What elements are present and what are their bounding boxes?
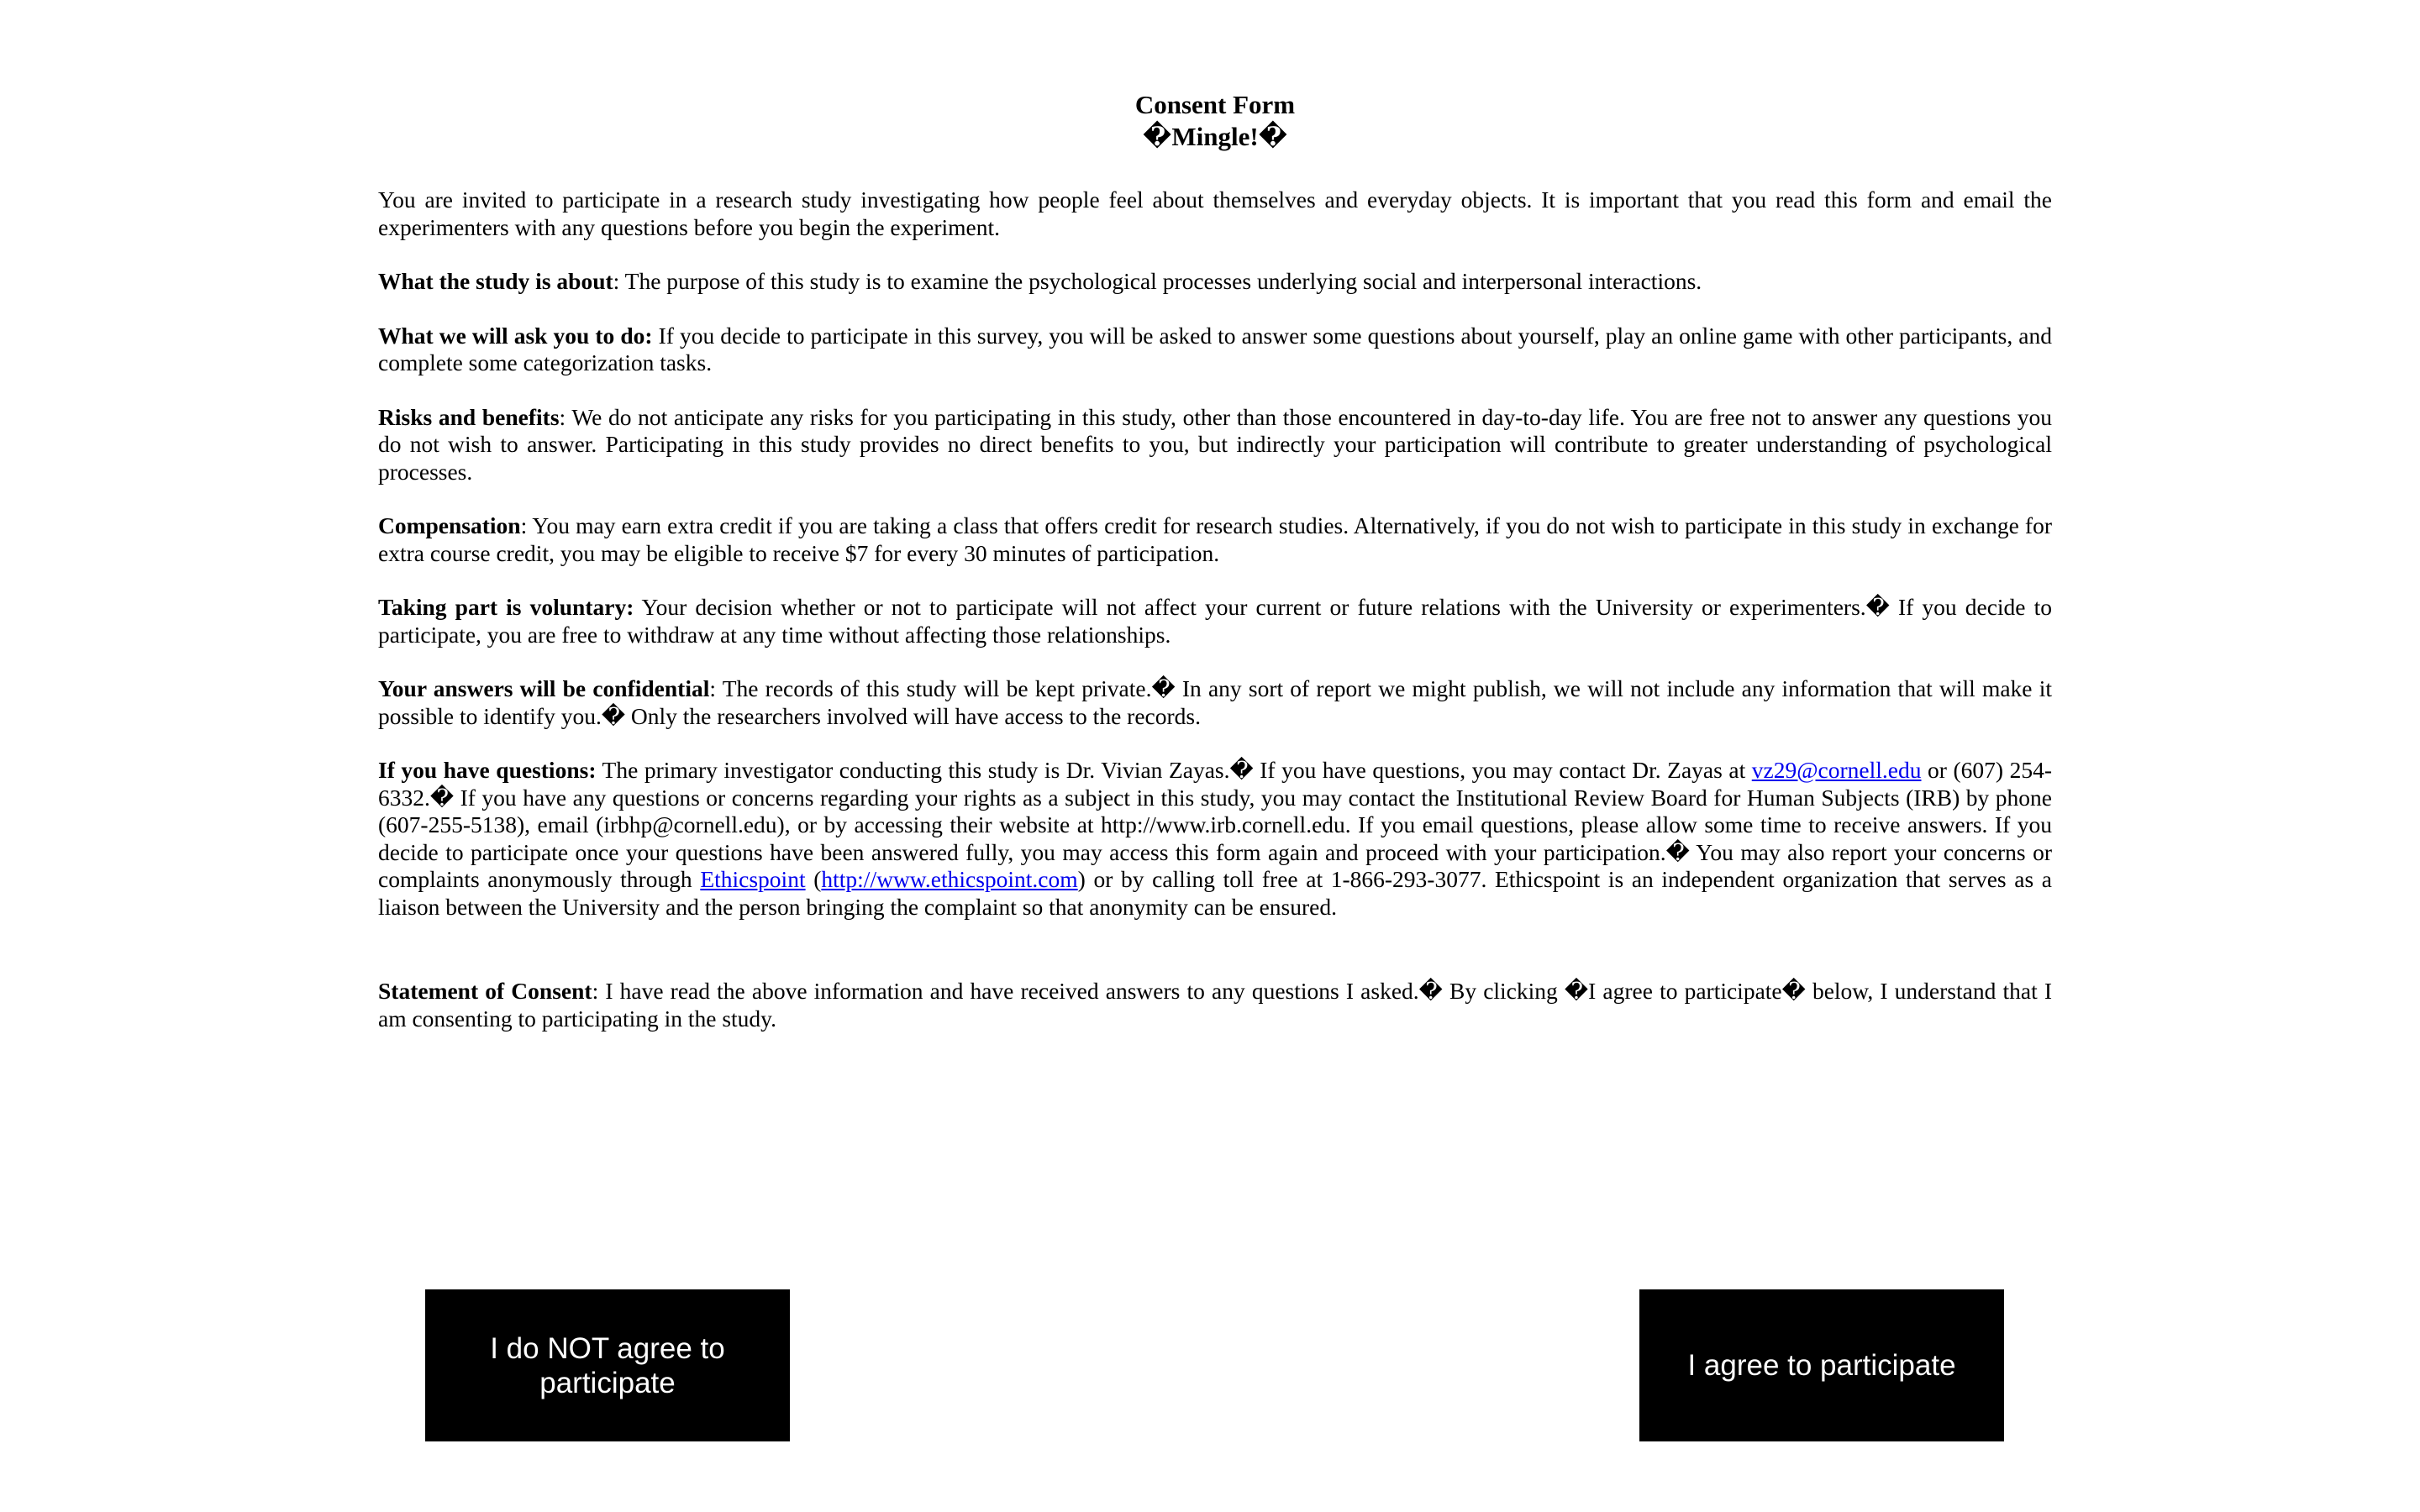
section-voluntary-heading: Taking part is voluntary: [378, 594, 634, 620]
agree-button-label: I agree to participate [1687, 1349, 1956, 1382]
section-compensation-heading: Compensation [378, 512, 521, 538]
section-about-heading: What the study is about [378, 268, 613, 294]
section-about [378, 268, 2052, 296]
section-questions-heading: If you have questions: [378, 757, 597, 783]
investigator-email-link[interactable]: vz29@cornell.edu [1751, 757, 1922, 783]
section-questions [378, 757, 2052, 921]
intro-paragraph: You are invited to participate in a research study investigating how people feel about themselves and everyday objects. It is important that you read this form and email the experimenters with any questions before you begin the experiment. [378, 186, 2052, 240]
section-ask [378, 323, 2052, 377]
section-compensation-text: : You may earn extra credit if you are taking a class that offers credit for research studies. Alternatively, if you do not wish to participate in this study in exchange for extra course credit, you may be eligible to receive $7 for every 30 minutes of participation. [378, 512, 2052, 566]
section-consent-text: : I have read the above information and have received answers to any questions I asked.� By clicking �I agree to participate� below, I understand that I am consenting to participating in the study. [378, 978, 2052, 1032]
section-questions-text-3: ( [805, 866, 822, 892]
section-ask-heading: What we will ask you to do: [378, 322, 653, 349]
section-ask-text: If you decide to participate in this survey, you will be asked to answer some questions about yourself, play an online game with other participants, and complete some categorization tasks. [378, 322, 2052, 375]
section-risks [378, 404, 2052, 486]
page-title: Consent Form [1134, 90, 1296, 119]
study-name: �Mingle!� [1142, 122, 1288, 151]
disagree-button-label: I do NOT agree to participate [490, 1331, 725, 1399]
section-consent-heading: Statement of Consent [378, 978, 592, 1004]
section-risks-text: : We do not anticipate any risks for you participating in this study, other than those encountered in day-to-day life. You are free not to answer any questions you do not wish to answer. Participating in this study provides no direct benefits to you, but indirectly your participation will contribute to greater understanding of psychological processes. [378, 403, 2052, 485]
disagree-button[interactable] [425, 1289, 790, 1441]
ethicspoint-url-link[interactable]: http://www.ethicspoint.com [821, 866, 1078, 892]
document-title [378, 89, 2052, 153]
section-confidential-text: : The records of this study will be kept private.� In any sort of report we might publish, we will not include any information that will make it possible to identify you.� Only the researchers involved will have access to the records. [378, 675, 2052, 729]
agree-button[interactable] [1639, 1289, 2004, 1441]
section-voluntary-text: Your decision whether or not to participate will not affect your current or future relations with the University or experimenters.� If you decide to participate, you are free to withdraw at any time without affecting those relationships. [378, 594, 2052, 648]
section-confidential-heading: Your answers will be confidential [378, 675, 710, 701]
section-voluntary [378, 594, 2052, 648]
section-compensation [378, 512, 2052, 567]
section-consent [378, 978, 2052, 1032]
section-about-text: : The purpose of this study is to examine the psychological processes underlying social and interpersonal interactions. [613, 268, 1702, 294]
section-questions-text-2: or (607) 254-6332.� If you have any questions or concerns regarding your rights as a subject in this study, you may contact the Institutional Review Board for Human Subjects (IRB) by phone (607-255-5138), email (irbhp@cornell.edu), or by accessing their website at http://www.irb.cornell.edu. If you email questions, please allow some time to receive answers. If you decide to participate once your questions have been answered fully, you may access this form again and proceed with your participation.� You may also report your concerns or complaints anonymously through [378, 757, 2052, 892]
ethicspoint-link[interactable]: Ethicspoint [700, 866, 806, 892]
section-questions-text-4: ) or by calling toll free at 1-866-293-3077. Ethicspoint is an independent organization that serves as a liaison between the University and the person bringing the complaint so that anonymity can be ensured. [378, 866, 2052, 920]
consent-document [378, 89, 2052, 1032]
section-risks-heading: Risks and benefits [378, 403, 560, 430]
section-confidential [378, 675, 2052, 730]
section-questions-text-1: The primary investigator conducting this study is Dr. Vivian Zayas.� If you have questions, you may contact Dr. Zayas at [596, 757, 1752, 783]
